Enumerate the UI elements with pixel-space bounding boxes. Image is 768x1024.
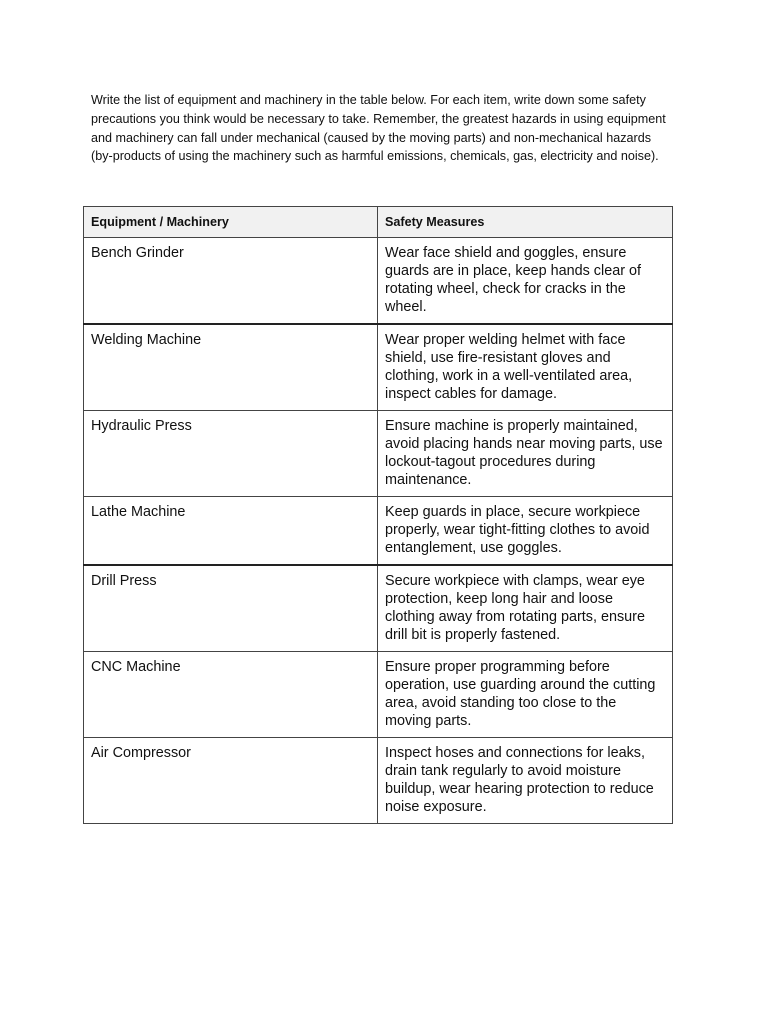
- table-row: [84, 738, 673, 824]
- equipment-cell: Lathe Machine: [84, 497, 378, 566]
- table-row: [84, 238, 673, 325]
- equipment-cell: Hydraulic Press: [84, 411, 378, 497]
- safety-cell: Wear face shield and goggles, ensure guards are in place, keep hands clear of rotating wheel, check for cracks in the wheel.: [378, 238, 673, 325]
- safety-cell: Wear proper welding helmet with face shield, use fire-resistant gloves and clothing, work in a well-ventilated area, inspect cables for damage.: [378, 324, 673, 411]
- table-row: [84, 411, 673, 497]
- table-row: [84, 324, 673, 411]
- equipment-cell: Drill Press: [84, 565, 378, 652]
- header-equipment: Equipment / Machinery: [84, 207, 378, 238]
- safety-cell: Ensure machine is properly maintained, avoid placing hands near moving parts, use lockout-tagout procedures during maintenance.: [378, 411, 673, 497]
- table-row: [84, 565, 673, 652]
- header-safety-measures: Safety Measures: [378, 207, 673, 238]
- equipment-cell: Air Compressor: [84, 738, 378, 824]
- safety-table: [83, 206, 673, 824]
- equipment-cell: Bench Grinder: [84, 238, 378, 325]
- safety-cell: Keep guards in place, secure workpiece properly, wear tight-fitting clothes to avoid entanglement, use goggles.: [378, 497, 673, 566]
- instructions-paragraph: Write the list of equipment and machinery in the table below. For each item, write down some safety precautions you think would be necessary to take. Remember, the greatest hazards in using equipment and machinery can fall under mechanical (caused by the moving parts) and non-mechanical hazards (by-products of using the machinery such as harmful emissions, chemicals, gas, electricity and noise).: [91, 93, 666, 164]
- equipment-cell: Welding Machine: [84, 324, 378, 411]
- safety-cell: Ensure proper programming before operation, use guarding around the cutting area, avoid standing too close to the moving parts.: [378, 652, 673, 738]
- safety-cell: Inspect hoses and connections for leaks, drain tank regularly to avoid moisture buildup, wear hearing protection to reduce noise exposure.: [378, 738, 673, 824]
- table-row: [84, 652, 673, 738]
- safety-cell: Secure workpiece with clamps, wear eye protection, keep long hair and loose clothing away from rotating parts, ensure drill bit is properly fastened.: [378, 565, 673, 652]
- table-row: [84, 497, 673, 566]
- equipment-cell: CNC Machine: [84, 652, 378, 738]
- table-header-row: [84, 207, 673, 238]
